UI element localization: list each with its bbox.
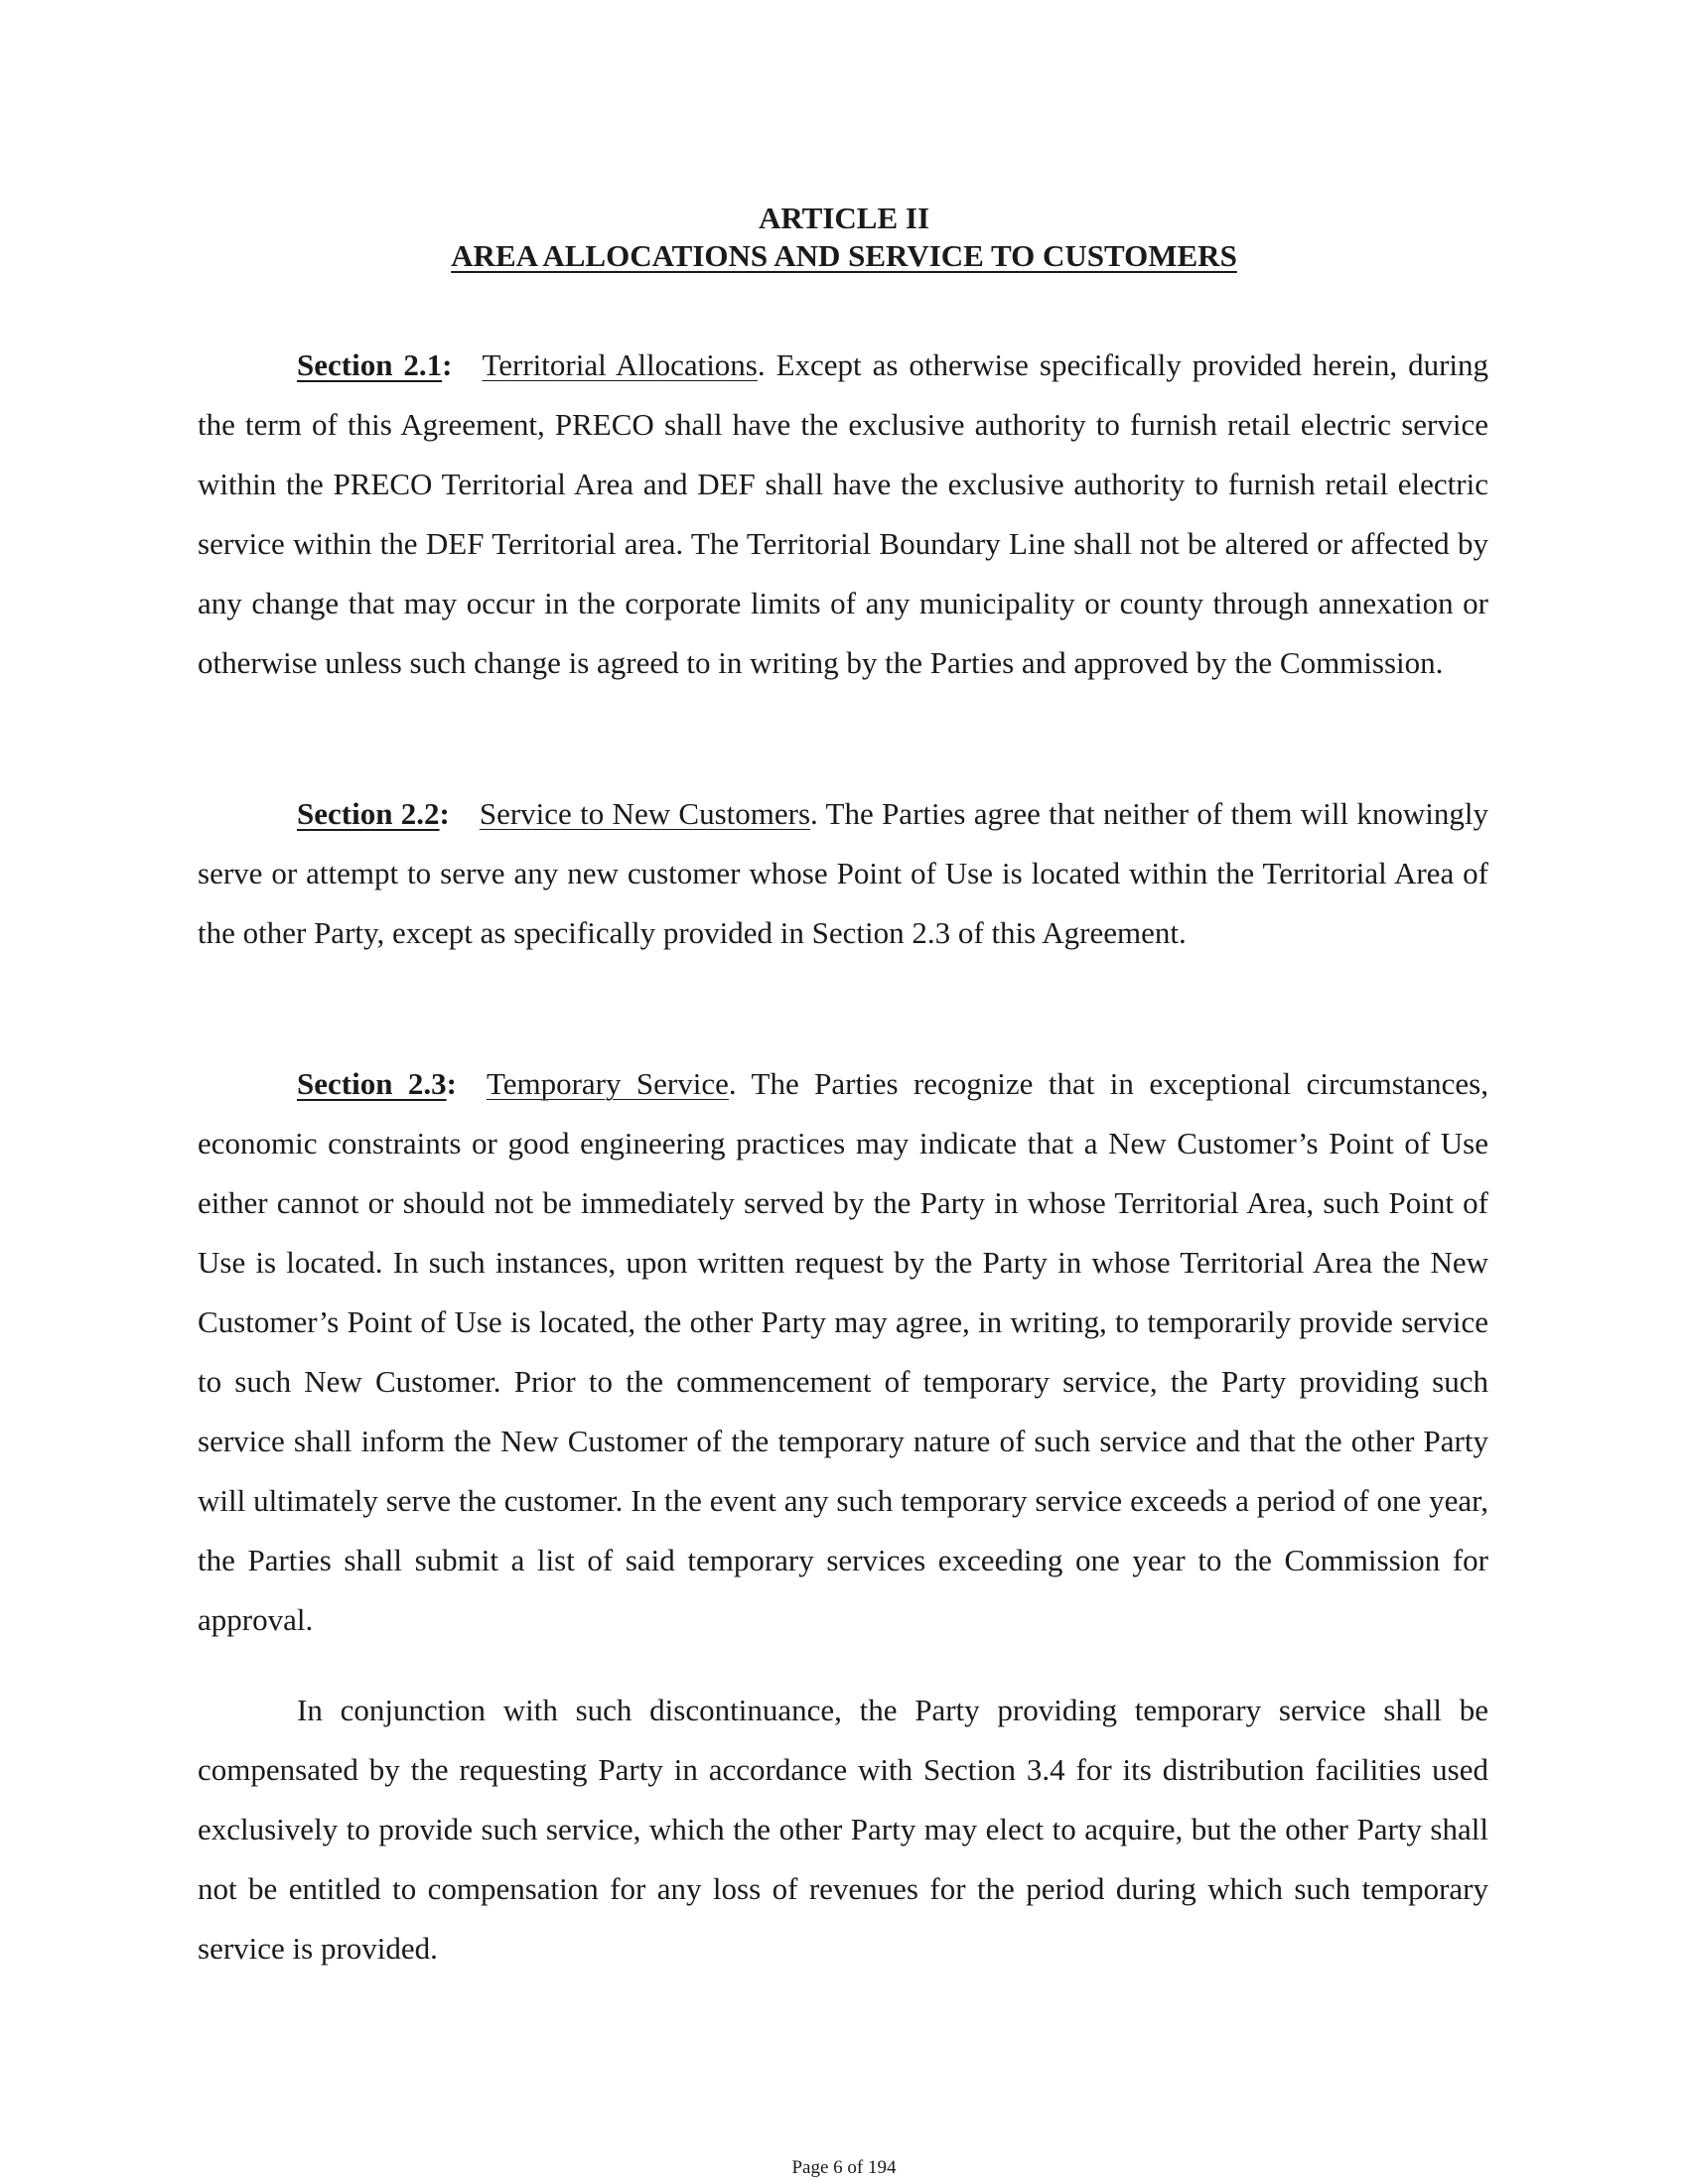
closing-paragraph: In conjunction with such discontinuance, the Party providing temporary service shall be compensated by the requesting Party in accordance with Section 3.4 for its distribution facilities used exclusively to provide such service, which the other Party may elect to acquire, but the other Party shall not be entitled to compensation for any loss of revenues for the period during which such temporary service is provided. (198, 1693, 1488, 1966)
section-2-2-body: The Parties agree that neither of them will knowingly serve or attempt to serve any new customer whose Point of Use is located within the Territorial Area of the other Party, except as specifically provided in Section 2.3 of this Agreement. (198, 796, 1488, 950)
section-2-2-paragraph: Section 2.2: Service to New Customers. The Parties agree that neither of them will knowingly serve or attempt to serve any new customer whose Point of Use is located within the Territorial Area of the other Party, except as specifically provided in Section 2.3 of this Agreement. (198, 796, 1488, 950)
section-2-1-body: Except as otherwise specifically provided herein, during the term of this Agreement, PRECO shall have the exclusive authority to furnish retail electric service within the PRECO Territorial Area and DEF shall have the exclusive authority to furnish retail electric service within the DEF Territorial area. The Territorial Boundary Line shall not be altered or affected by any change that may occur in the corporate limits of any municipality or county through annexation or otherwise unless such change is agreed to in writing by the Parties and approved by the Commission. (198, 347, 1489, 680)
section-2-2-label: Section 2.2 (297, 796, 440, 831)
section-2-1-title: Territorial Allocations (482, 347, 758, 382)
section-2-3-paragraph: Section 2.3: Temporary Service. The Parties recognize that in exceptional circumstances, economic constraints or good engineering practices may indicate that a New Customer’s Point of Use either cannot or should not be immediately served by the Party in whose Territorial Area, such Point of Use is located. In such instances, upon written request by the Party in whose Territorial Area the New Customer’s Point of Use is located, the other Party may agree, in writing, to temporarily provide service to such New Customer. Prior to the commencement of temporary service, the Party providing such service shall inform the New Customer of the temporary nature of such service and that the other Party will ultimately serve the customer. In the event any such temporary service exceeds a period of one year, the Parties shall submit a list of said temporary services exceeding one year to the Commission for approval. (198, 1066, 1488, 1637)
section-2-3-body: The Parties recognize that in exceptional circumstances, economic constraints or good engineering practices may indicate that a New Customer’s Point of Use either cannot or should not be immediately served by the Party in whose Territorial Area, such Point of Use is located. In such instances, upon written request by the Party in whose Territorial Area the New Customer’s Point of Use is located, the other Party may agree, in writing, to temporarily provide service to such New Customer. Prior to the commencement of temporary service, the Party providing such service shall inform the New Customer of the temporary nature of such service and that the other Party will ultimately serve the customer. In the event any such temporary service exceeds a period of one year, the Parties shall submit a list of said temporary services exceeding one year to the Commission for approval. (198, 1066, 1488, 1637)
section-2-1-label: Section 2.1 (297, 347, 443, 382)
section-2-3-title: Temporary Service (486, 1066, 729, 1101)
section-2-3-label: Section 2.3 (297, 1066, 447, 1101)
section-2-2-title: Service to New Customers (479, 796, 811, 831)
article-title-wrapper (0, 237, 1688, 275)
article-number: ARTICLE II (758, 201, 930, 235)
section-2-1-paragraph: Section 2.1: Territorial Allocations. Except as otherwise specifically provided herein, during the term of this Agreement, PRECO shall have the exclusive authority to furnish retail electric service within the PRECO Territorial Area and DEF shall have the exclusive authority to furnish retail electric service within the DEF Territorial area. The Territorial Boundary Line shall not be altered or affected by any change that may occur in the corporate limits of any municipality or county through annexation or otherwise unless such change is agreed to in writing by the Parties and approved by the Commission. (198, 347, 1489, 680)
article-title: AREA ALLOCATIONS AND SERVICE TO CUSTOMERS (451, 238, 1237, 273)
page-number-footer: Page 6 of 194 (791, 2157, 897, 2178)
